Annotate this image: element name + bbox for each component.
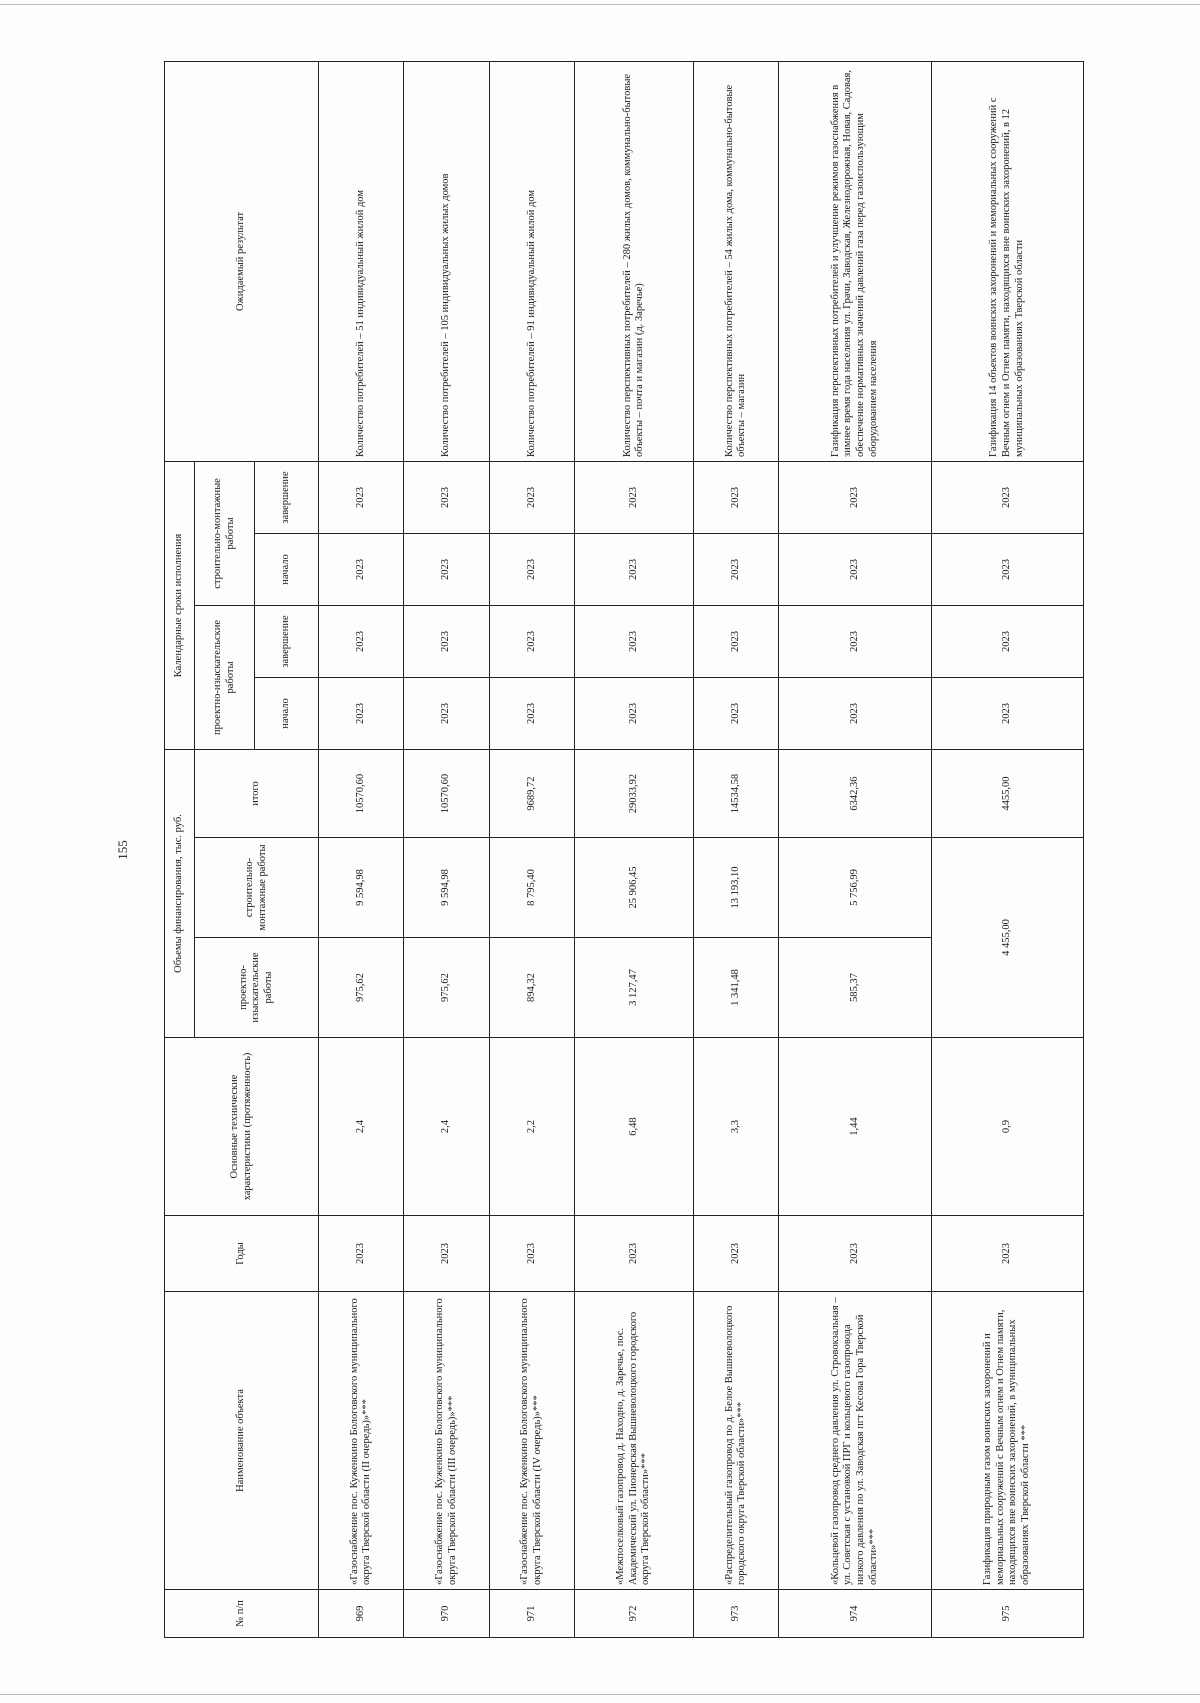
row-tech: 2,4 (319, 1038, 404, 1216)
row-num: 974 (779, 1590, 931, 1638)
row-name: «Межпоселковый газопровод д. Находно, д. Заречье, пос. Академический ул. Пионерская Вышневолоцкого городского округа Тверской области»*** (575, 1292, 694, 1590)
header-result: Ожидаемый результат (165, 61, 319, 461)
row-construction-cost: 13 193,10 (694, 838, 779, 938)
row-tech: 6,48 (575, 1038, 694, 1216)
row-construction-cost: 25 906,45 (575, 838, 694, 938)
row-design-start: 2023 (694, 677, 779, 749)
header-name: Наименование объекта (165, 1292, 319, 1590)
row-total: 10570,60 (404, 749, 489, 837)
row-design-cost: 1 341,48 (694, 938, 779, 1038)
row-name: «Газоснабжение пос. Куженкино Бологовского муниципального округа Тверской области (III очередь)»*** (404, 1292, 489, 1590)
row-num: 969 (319, 1590, 404, 1638)
row-design-end: 2023 (931, 605, 1083, 677)
row-design-start: 2023 (931, 677, 1083, 749)
page-number: 155 (115, 840, 130, 860)
row-design-end: 2023 (694, 605, 779, 677)
header-design-period: проектно-изыскательские работы (195, 605, 255, 749)
row-result: Газификация перспективных потребителей и улучшение режимов газоснабжения в зимнее время года населения ул. Грачи, Заводская, Железнодорожная, Новая, Садовая, обеспечение нормативных значений давлений газа перед газоиспользующим оборудованием населения (779, 61, 931, 461)
table-row (931, 61, 1083, 1637)
row-total: 6342,36 (779, 749, 931, 837)
row-merged-funding: 4 455,00 (931, 838, 1083, 1038)
row-num: 970 (404, 1590, 489, 1638)
header-funding-group: Объемы финансирования, тыс. руб. (165, 749, 195, 1037)
row-design-end: 2023 (779, 605, 931, 677)
row-years: 2023 (319, 1216, 404, 1292)
row-years: 2023 (404, 1216, 489, 1292)
row-design-start: 2023 (575, 677, 694, 749)
header-construction-start: начало (255, 533, 319, 605)
row-design-start: 2023 (404, 677, 489, 749)
row-design-end: 2023 (404, 605, 489, 677)
row-name: «Распределительный газопровод по д. Белое Вышневолоцкого городского округа Тверской области»*** (694, 1292, 779, 1590)
gas-projects-table (164, 61, 1084, 1638)
row-total: 14534,58 (694, 749, 779, 837)
header-design-start: начало (255, 677, 319, 749)
row-construction-cost: 9 594,98 (319, 838, 404, 938)
row-construction-end: 2023 (779, 461, 931, 533)
row-design-end: 2023 (575, 605, 694, 677)
row-construction-end: 2023 (931, 461, 1083, 533)
table-row (404, 61, 489, 1637)
row-num: 972 (575, 1590, 694, 1638)
header-schedule-group: Календарные сроки исполнения (165, 461, 195, 749)
row-design-cost: 3 127,47 (575, 938, 694, 1038)
row-num: 971 (489, 1590, 574, 1638)
row-result: Количество потребителей – 91 индивидуальный жилой дом (489, 61, 574, 461)
row-tech: 0,9 (931, 1038, 1083, 1216)
scan-edge-bottom (0, 1694, 1200, 1695)
row-construction-end: 2023 (694, 461, 779, 533)
header-years: Годы (165, 1216, 319, 1292)
header-total: итого (195, 749, 319, 837)
header-construction-works: строительно-монтажные работы (195, 838, 319, 938)
row-design-cost: 585,37 (779, 938, 931, 1038)
row-total: 4455,00 (931, 749, 1083, 837)
row-design-cost: 894,32 (489, 938, 574, 1038)
row-design-end: 2023 (489, 605, 574, 677)
row-years: 2023 (575, 1216, 694, 1292)
table-row (694, 61, 779, 1637)
row-construction-start: 2023 (931, 533, 1083, 605)
row-years: 2023 (694, 1216, 779, 1292)
row-design-start: 2023 (489, 677, 574, 749)
row-result: Количество перспективных потребителей – 280 жилых домов, коммунально-бытовые объекты – почта и магазин (д. Заречье) (575, 61, 694, 461)
scan-edge-top (0, 4, 1200, 5)
row-construction-start: 2023 (489, 533, 574, 605)
row-design-cost: 975,62 (404, 938, 489, 1038)
row-total: 10570,60 (319, 749, 404, 837)
row-name: Газификация природным газом воинских захоронений и мемориальных сооружений с Вечным огнем и Огнем памяти, находящихся вне воинских захоронений, в муниципальных образованиях Тверской области *** (931, 1292, 1083, 1590)
table-row (319, 61, 404, 1637)
row-design-start: 2023 (319, 677, 404, 749)
row-design-start: 2023 (779, 677, 931, 749)
header-construction-period: строительно-монтажные работы (195, 461, 255, 605)
row-tech: 3,3 (694, 1038, 779, 1216)
row-construction-cost: 8 795,40 (489, 838, 574, 938)
row-tech: 2,2 (489, 1038, 574, 1216)
row-result: Количество перспективных потребителей – 54 жилых дома, коммунально-бытовые объекты – магазин (694, 61, 779, 461)
table-row (779, 61, 931, 1637)
row-years: 2023 (489, 1216, 574, 1292)
row-construction-start: 2023 (575, 533, 694, 605)
header-tech: Основные технические характеристики (протяженность) (165, 1038, 319, 1216)
header-num: № п/п (165, 1590, 319, 1638)
row-name: «Газоснабжение пос. Куженкино Бологовского муниципального округа Тверской области (II очередь)»*** (319, 1292, 404, 1590)
row-name: «Газоснабжение пос. Куженкино Бологовского муниципального округа Тверской области (IV очередь)»*** (489, 1292, 574, 1590)
row-construction-cost: 9 594,98 (404, 838, 489, 938)
row-result: Газификация 14 объектов воинских захоронений и мемориальных сооружений с Вечным огнем и Огнем памяти, находящихся вне воинских захоронений, в 12 муниципальных образованиях Тверской области (931, 61, 1083, 461)
row-years: 2023 (779, 1216, 931, 1292)
table-row (489, 61, 574, 1637)
rotated-table-container (164, 62, 1084, 1638)
table-row (575, 61, 694, 1637)
row-tech: 2,4 (404, 1038, 489, 1216)
row-num: 975 (931, 1590, 1083, 1638)
row-tech: 1,44 (779, 1038, 931, 1216)
row-design-cost: 975,62 (319, 938, 404, 1038)
row-num: 973 (694, 1590, 779, 1638)
row-result: Количество потребителей – 105 индивидуальных жилых домов (404, 61, 489, 461)
row-construction-end: 2023 (404, 461, 489, 533)
header-construction-end: завершение (255, 461, 319, 533)
row-years: 2023 (931, 1216, 1083, 1292)
row-name: «Кольцевой газопровод среднего давления ул. Стровокзальная – ул. Советская с установкой ПРГ и кольцевого газопровода низкого давления по ул. Заводская пгт Кесова Гора Тверской области»*** (779, 1292, 931, 1590)
row-construction-end: 2023 (319, 461, 404, 533)
row-construction-start: 2023 (694, 533, 779, 605)
row-construction-start: 2023 (779, 533, 931, 605)
row-construction-end: 2023 (489, 461, 574, 533)
row-total: 9689,72 (489, 749, 574, 837)
row-design-end: 2023 (319, 605, 404, 677)
row-construction-cost: 5 756,99 (779, 838, 931, 938)
header-design-end: завершение (255, 605, 319, 677)
row-result: Количество потребителей – 51 индивидуальный жилой дом (319, 61, 404, 461)
row-total: 29033,92 (575, 749, 694, 837)
header-design-works: проектно-изыскательские работы (195, 938, 319, 1038)
row-construction-end: 2023 (575, 461, 694, 533)
row-construction-start: 2023 (404, 533, 489, 605)
row-construction-start: 2023 (319, 533, 404, 605)
